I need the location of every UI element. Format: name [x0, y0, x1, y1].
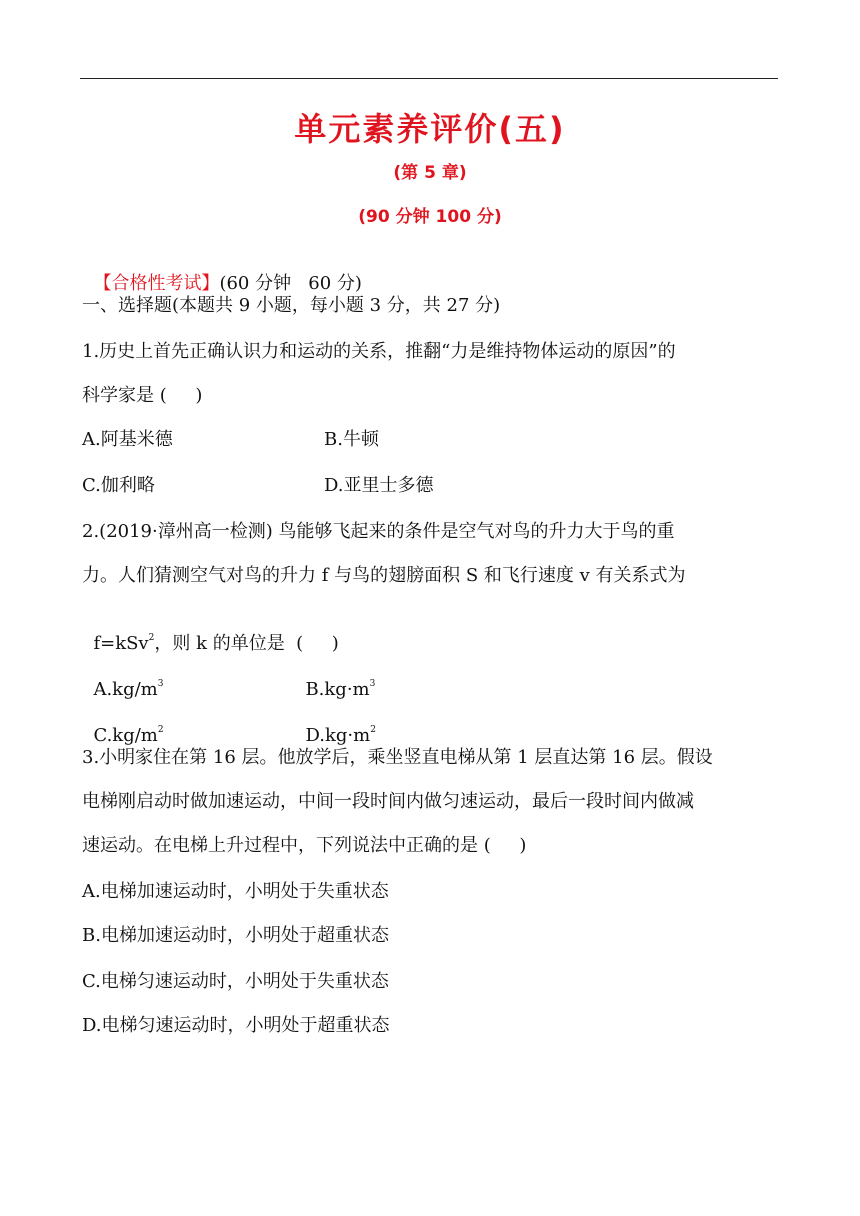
- q3-option-a: A.电梯加速运动时，小明处于失重状态: [82, 881, 389, 902]
- q2-stem-line1: 2.(2019·漳州高一检测) 鸟能够飞起来的条件是空气对鸟的升力大于鸟的重: [82, 521, 675, 542]
- q1-option-a: A.阿基米德: [82, 429, 173, 450]
- q2-option-c-exponent: 2: [157, 725, 164, 735]
- q3-stem-line3: 速运动。在电梯上升过程中，下列说法中正确的是 ( ): [82, 835, 527, 856]
- q2-option-d-text: D.kg·m: [305, 725, 371, 746]
- q3-stem-line2: 电梯刚启动时做加速运动，中间一段时间内做匀速运动，最后一段时间内做减: [82, 791, 694, 812]
- q2-stem-line3: [82, 608, 339, 656]
- section-meta: (60 分钟 60 分): [219, 273, 362, 294]
- q2-option-a: [82, 654, 163, 702]
- q2-option-b-text: B.kg·m: [305, 679, 370, 700]
- q2-option-c: [82, 700, 164, 748]
- q2-formula: f=kSv: [93, 633, 149, 654]
- q2-option-d: [294, 700, 376, 748]
- part-title: 一、选择题(本题共 9 小题，每小题 3 分，共 27 分): [82, 295, 501, 316]
- q1-option-d: D.亚里士多德: [324, 475, 434, 496]
- section-header: [82, 248, 362, 296]
- q2-option-d-exponent: 2: [370, 725, 376, 735]
- q1-stem-line2: 科学家是 ( ): [82, 385, 203, 406]
- q2-option-a-text: A.kg/m: [93, 679, 158, 700]
- duration-score-label: (90 分钟 100 分): [358, 207, 502, 227]
- page-title: 单元素养评价(五): [294, 110, 566, 148]
- q2-option-b-exponent: 3: [369, 679, 376, 689]
- section-tag: 【合格性考试】: [93, 273, 220, 294]
- chapter-label: (第 5 章): [393, 163, 467, 183]
- header-rule: [80, 78, 778, 79]
- q1-option-c: C.伽利略: [82, 475, 155, 496]
- q3-option-c: C.电梯匀速运动时，小明处于失重状态: [82, 971, 389, 992]
- q1-option-b: B.牛顿: [324, 429, 379, 450]
- q2-stem-tail: ，则 k 的单位是 ( ): [154, 633, 339, 654]
- q3-option-b: B.电梯加速运动时，小明处于超重状态: [82, 925, 389, 946]
- q2-option-c-text: C.kg/m: [93, 725, 158, 746]
- q3-stem-line1: 3.小明家住在第 16 层。他放学后，乘坐竖直电梯从第 1 层直达第 16 层。假设: [82, 747, 713, 768]
- q2-formula-exponent: 2: [148, 633, 155, 643]
- q2-option-a-exponent: 3: [157, 679, 164, 689]
- q3-option-d: D.电梯匀速运动时，小明处于超重状态: [82, 1015, 390, 1036]
- q1-stem-line1: 1.历史上首先正确认识力和运动的关系，推翻“力是维持物体运动的原因”的: [82, 341, 676, 362]
- q2-stem-line2: 力。人们猜测空气对鸟的升力 f 与鸟的翅膀面积 S 和飞行速度 v 有关系式为: [82, 565, 686, 586]
- q2-option-b: [294, 654, 375, 702]
